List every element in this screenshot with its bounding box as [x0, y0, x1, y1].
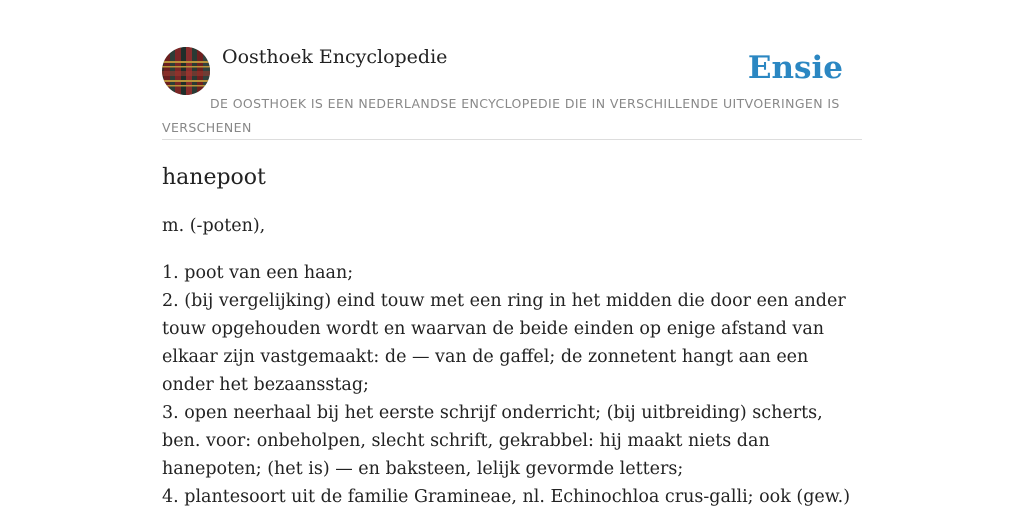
definition-item: 1. poot van een haan; [162, 263, 354, 283]
site-avatar[interactable] [162, 47, 210, 95]
site-tagline: DE OOSTHOEK IS EEN NEDERLANDSE ENCYCLOPEDIE DIE IN VERSCHILLENDE UITVOERINGEN IS VERSCHENEN [162, 96, 840, 135]
definition-list [162, 259, 862, 511]
article [162, 160, 862, 511]
brand-logo[interactable]: Ensie [747, 50, 843, 86]
grammar-info: m. (-poten), [162, 216, 266, 236]
definition-item: 4. plantesoort uit de familie Gramineae, nl. Echinochloa crus-galli; ook (gew.) [162, 487, 851, 507]
site-header [162, 44, 862, 140]
entry-title: hanepoot [162, 165, 266, 190]
definition-item: 3. open neerhaal bij het eerste schrijf onderricht; (bij uitbreiding) scherts, ben. voor: onbeholpen, slecht schrift, gekrabbel: hij maakt niets dan hanepoten; (het is) — en baksteen, lelijk gevormde letters; [162, 403, 823, 479]
site-title[interactable]: Oosthoek Encyclopedie [222, 46, 448, 68]
definition-item: 2. (bij vergelijking) eind touw met een ring in het midden die door een ander touw opgehouden wordt en waarvan de beide einden op enige afstand van elkaar zijn vastgemaakt: de — van de gaffel; de zonnetent hangt aan een onder het bezaansstag; [162, 291, 846, 395]
book-spines-icon [162, 47, 210, 95]
